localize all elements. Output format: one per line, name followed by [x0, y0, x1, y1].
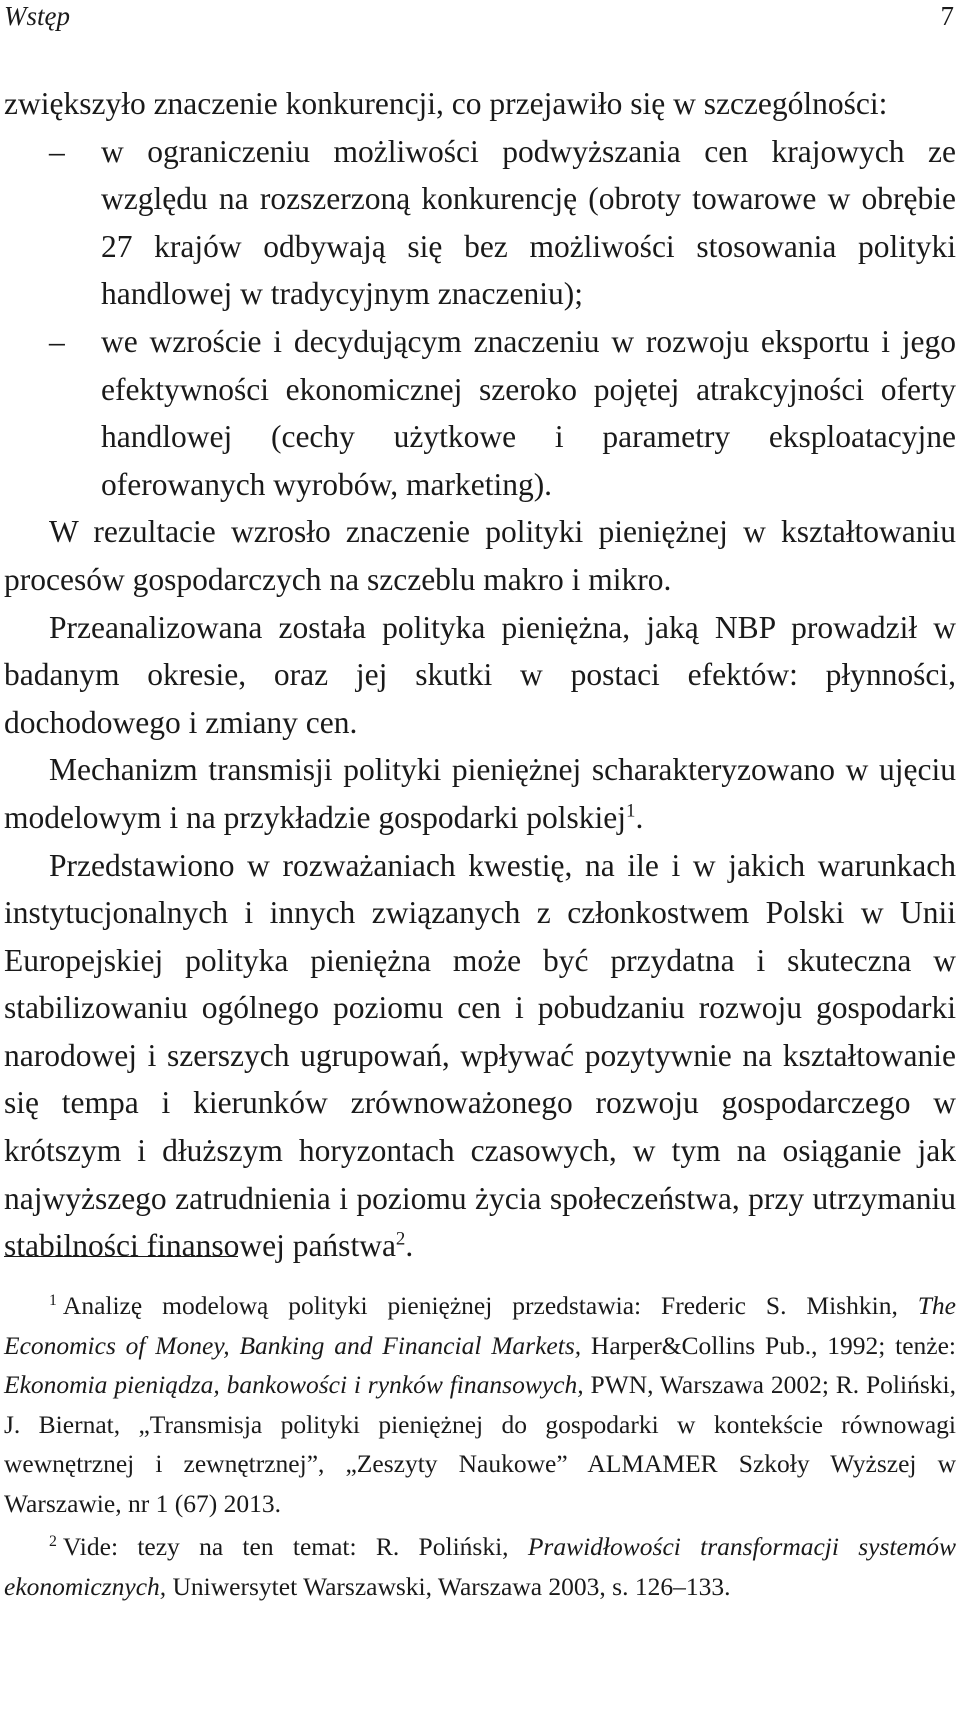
footnote-text: Vide: tezy na ten temat: R. Poliński,: [62, 1532, 528, 1561]
list-item-text: we wzroście i decydującym znaczeniu w rozwoju eksportu i jego efektywności ekonomicznej szeroko pojętej atrakcyjności oferty handlowej (cechy użytkowe i parametry eksploatacyjne oferowanych wyrobów, marketing).: [101, 323, 956, 502]
book-title: Ekonomia pieniądza, bankowości i rynków finansowych,: [4, 1370, 584, 1399]
footnotes: [4, 1286, 956, 1606]
footnote-text: Uniwersytet Warszawski, Warszawa 2003, s. 126–133.: [166, 1571, 731, 1601]
book-title: The Economics of Money, Banking and Financial Markets,: [4, 1291, 956, 1360]
footnote-ref: 1: [626, 800, 636, 822]
footnote-text: PWN, Warszawa 2002; R. Poliński, J. Biernat, „Transmisja polityki pieniężnej do gospodarki w kontekście równowagi wewnętrznej i zewnętrznej”, „Zeszyty Naukowe” ALMAMER Szkoły Wyższej w Warszawie, nr 1 (67) 2013.: [4, 1370, 956, 1518]
page-header: [4, 0, 954, 36]
footnote-text: Analizę modelową polityki pieniężnej przedstawia: Frederic S. Mishkin,: [62, 1291, 918, 1320]
list-item: [4, 318, 956, 508]
footnote-ref: 2: [395, 1228, 406, 1250]
final-paragraph: [4, 842, 956, 1270]
dash-marker: –: [49, 323, 65, 359]
main-text: [4, 80, 956, 1270]
bullet-list: [4, 128, 956, 509]
mechanism-text: Mechanizm transmisji polityki pieniężnej scharakteryzowano w ujęciu modelowym i na przykładzie gospodarki polskiej: [4, 752, 956, 835]
running-title: Wstęp: [4, 1, 70, 31]
list-item: [4, 128, 956, 318]
intro-paragraph: zwiększyło znaczenie konkurencji, co przejawiło się w szczególności:: [4, 86, 888, 121]
footnote-number: 2: [49, 1532, 57, 1550]
footnote-number: 1: [49, 1291, 57, 1309]
final-text: Przedstawiono w rozważaniach kwestię, na ile i w jakich warunkach instytucjonalnych i innych związanych z członkostwem Polski w Unii Europejskiej polityka pieniężna może być przydatna i skuteczna w stabilizowaniu ogólnego poziomu cen i pobudzaniu rozwoju gospodarki narodowej i szerszych ugrupowań, wpływać pozytywnie na kształtowanie się tempa i kierunków zrównoważonego rozwoju gospodarczego w krótszym i dłuższym horyzontach czasowych, w tym na osiąganie jak najwyższego zatrudnienia i poziomu życia społeczeństwa, przy utrzymaniu stabilności finansowej państwa: [4, 847, 956, 1264]
page-number: 7: [940, 1, 954, 31]
sentence-end: .: [635, 799, 644, 835]
mechanism-paragraph: [4, 746, 956, 841]
list-item-text: w ograniczeniu możliwości podwyższania cen krajowych ze względu na rozszerzoną konkurencję (obroty towarowe w obrębie 27 krajów odbywają się bez możliwości stosowania polityki handlowej w tradycyjnym znaczeniu);: [101, 133, 956, 312]
footnote-text: Harper&Collins Pub., 1992; tenże:: [581, 1330, 956, 1360]
footnote-separator: [4, 1256, 238, 1257]
result-paragraph: W rezultacie wzrosło znaczenie polityki pieniężnej w kształtowaniu procesów gospodarczych na szczeblu makro i mikro.: [4, 514, 956, 597]
book-title: Prawidłowości transformacji systemów ekonomicznych,: [4, 1532, 956, 1601]
sentence-end: .: [405, 1228, 414, 1264]
dash-marker: –: [49, 133, 65, 169]
footnote-1: [4, 1286, 956, 1523]
analysis-paragraph: Przeanalizowana została polityka pieniężna, jaką NBP prowadził w badanym okresie, oraz jej skutki w postaci efektów: płynności, dochodowego i zmiany cen.: [4, 609, 956, 740]
footnote-2: [4, 1527, 956, 1606]
